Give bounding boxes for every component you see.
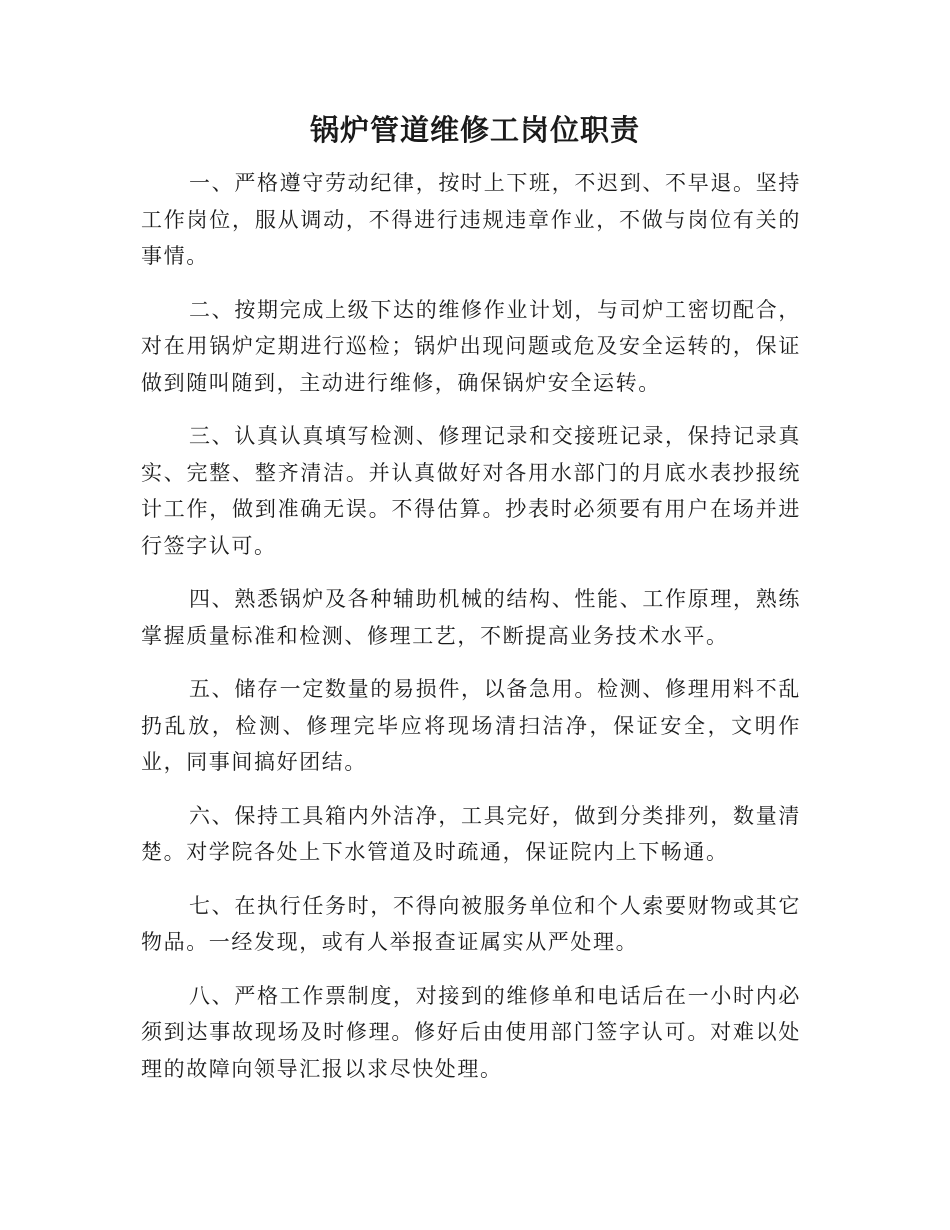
duty-paragraph-5: 五、储存一定数量的易损件，以备急用。检测、修理用料不乱扔乱放，检测、修理完毕应将现场清扫洁净，保证安全，文明作业，同事间搞好团结。 [141, 677, 801, 774]
document-title: 锅炉管道维修工岗位职责 [309, 113, 640, 147]
duty-paragraph-8: 八、严格工作票制度，对接到的维修单和电话后在一小时内必须到达事故现场及时修理。修好后由使用部门签字认可。对难以处理的故障向领导汇报以求尽快处理。 [141, 983, 801, 1081]
document-body [141, 165, 801, 1104]
duty-paragraph-2: 二、按期完成上级下达的维修作业计划，与司炉工密切配合，对在用锅炉定期进行巡检；锅炉出现问题或危及安全运转的，保证做到随叫随到，主动进行维修，确保锅炉安全运转。 [141, 297, 801, 395]
duty-paragraph-1: 一、严格遵守劳动纪律，按时上下班，不迟到、不早退。坚持工作岗位，服从调动，不得进行违规违章作业，不做与岗位有关的事情。 [141, 171, 801, 268]
duty-paragraph-7: 七、在执行任务时，不得向被服务单位和个人索要财物或其它物品。一经发现，或有人举报查证属实从严处理。 [141, 893, 801, 954]
duty-paragraph-3: 三、认真认真填写检测、修理记录和交接班记录，保持记录真实、完整、整齐清洁。并认真做好对各用水部门的月底水表抄报统计工作，做到准确无误。不得估算。抄表时必须要有用户在场并进行签字认可。 [141, 424, 801, 558]
duty-paragraph-6: 六、保持工具箱内外洁净，工具完好，做到分类排列，数量清楚。对学院各处上下水管道及时疏通，保证院内上下畅通。 [141, 803, 801, 864]
duty-paragraph-4: 四、熟悉锅炉及各种辅助机械的结构、性能、工作原理，熟练掌握质量标准和检测、修理工艺，不断提高业务技术水平。 [141, 587, 801, 648]
